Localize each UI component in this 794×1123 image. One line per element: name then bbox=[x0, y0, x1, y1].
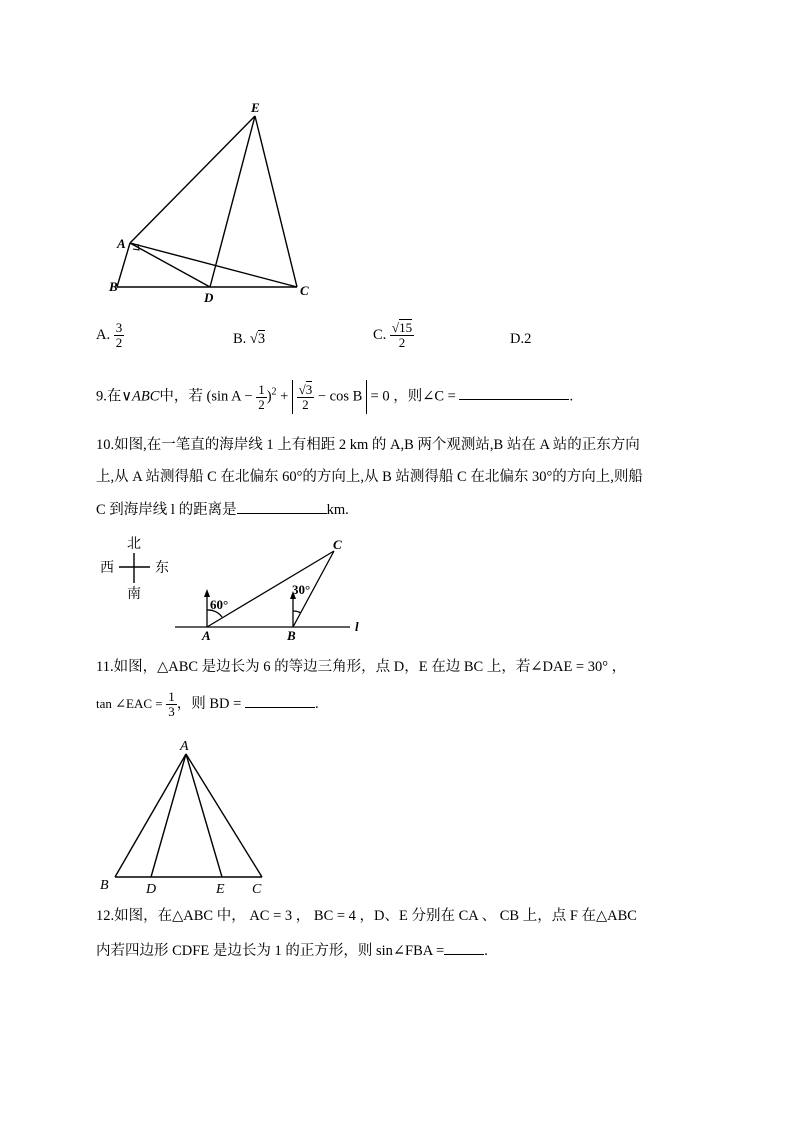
q9-equals: = 0 ，则∠C = bbox=[370, 388, 456, 405]
option-b bbox=[233, 330, 265, 348]
compass-north: 北 bbox=[127, 537, 141, 552]
q12-line-2-text: 内若四边形 CDFE 是边长为 1 的正方形，则 sin∠FBA = bbox=[96, 943, 445, 959]
label-D: D bbox=[204, 290, 214, 305]
label-A: A bbox=[202, 628, 211, 643]
q9-plus: + bbox=[280, 388, 289, 405]
denominator: 2 bbox=[398, 335, 406, 350]
label-E: E bbox=[216, 882, 225, 895]
denominator: 2 bbox=[115, 335, 123, 350]
q10-line-3 bbox=[96, 499, 349, 519]
fraction-three-halves bbox=[114, 321, 125, 350]
q12-line-2 bbox=[96, 940, 488, 960]
angle-30: 30° bbox=[292, 582, 311, 597]
radicand: 3 bbox=[305, 381, 313, 397]
option-c bbox=[373, 321, 414, 350]
q11-line-1: 11.如图，△ABC 是边长为 6 的等边三角形，点 D，E 在边 BC 上，若∠DAE = 30° ， bbox=[96, 659, 627, 675]
option-c-prefix: C. bbox=[373, 326, 387, 343]
q10-line-3-text: C 到海岸线 l 的距离是 bbox=[96, 502, 237, 518]
label-B: B bbox=[109, 279, 118, 294]
q12-answer-blank[interactable] bbox=[444, 940, 484, 955]
figure-3-equilateral-diagram bbox=[95, 735, 270, 895]
q10-line-1: 10.如图,在一笔直的海岸线 1 上有相距 2 km 的 A,B 两个观测站,B 站在 A 站的正东方向 bbox=[96, 437, 640, 453]
q10-answer-blank[interactable] bbox=[237, 499, 327, 514]
q11-tan: tan ∠EAC = bbox=[96, 695, 163, 711]
label-C: C bbox=[300, 283, 309, 298]
figure-2-coastline-diagram bbox=[95, 530, 380, 645]
option-d: D.2 bbox=[510, 331, 532, 347]
numerator: √3 bbox=[298, 381, 313, 397]
q9-sin-a: (sin A − bbox=[206, 388, 253, 405]
label-l: l bbox=[355, 619, 359, 634]
question-9 bbox=[96, 380, 573, 414]
q11-line-2 bbox=[96, 690, 319, 719]
q11-one-third bbox=[166, 690, 177, 719]
label-B: B bbox=[100, 878, 109, 893]
denominator: 2 bbox=[302, 396, 309, 412]
q12-end: . bbox=[484, 943, 488, 959]
q9-cos-b: − cos B bbox=[317, 388, 363, 405]
compass-south: 南 bbox=[127, 587, 141, 602]
label-E: E bbox=[251, 100, 260, 115]
q11-answer-blank[interactable] bbox=[245, 693, 315, 708]
option-a bbox=[96, 321, 124, 350]
q9-power: 2 bbox=[271, 386, 277, 398]
q9-prefix: 9.在 bbox=[96, 388, 122, 405]
angle-60: 60° bbox=[210, 597, 229, 612]
numerator bbox=[390, 321, 414, 336]
label-C: C bbox=[333, 537, 342, 552]
q10-unit: km. bbox=[326, 502, 349, 518]
label-A: A bbox=[180, 739, 189, 754]
label-B: B bbox=[287, 628, 296, 643]
q9-sqrt3-half bbox=[297, 383, 315, 412]
compass-west: 西 bbox=[100, 561, 114, 576]
numerator: 1 bbox=[258, 381, 265, 397]
compass-east: 东 bbox=[155, 561, 169, 576]
denominator: 3 bbox=[168, 704, 175, 719]
q9-mid: 中，若 bbox=[159, 388, 203, 405]
label-D: D bbox=[146, 882, 157, 895]
q9-abs-bar-left bbox=[292, 380, 293, 414]
q9-abs-bar-right bbox=[366, 380, 367, 414]
label-C: C bbox=[252, 882, 262, 895]
q9-end: . bbox=[569, 388, 574, 405]
q11-then: ，则 BD = bbox=[176, 695, 242, 712]
numerator: 1 bbox=[168, 689, 175, 704]
option-b-prefix: B. bbox=[233, 331, 247, 347]
fraction-sqrt15-half bbox=[390, 321, 414, 350]
q9-one-half bbox=[256, 383, 267, 412]
q9-paren: ) bbox=[266, 388, 272, 405]
q12-line-1: 12.如图，在△ABC 中， AC = 3 ， BC = 4 ，D、E 分别在 CA 、 CB 上，点 F 在△ABC bbox=[96, 908, 637, 924]
figure-1-triangle-diagram bbox=[100, 95, 330, 310]
sqrt-sign: √ bbox=[249, 331, 258, 347]
denominator: 2 bbox=[258, 396, 265, 412]
radicand: 15 bbox=[399, 320, 413, 335]
sqrt-sign: √ bbox=[391, 320, 400, 335]
q9-answer-blank[interactable] bbox=[459, 385, 569, 400]
numerator: 3 bbox=[115, 320, 123, 335]
q9-triangle: ∨ABC bbox=[121, 388, 160, 405]
q11-end: . bbox=[314, 695, 319, 712]
q10-line-2: 上,从 A 站测得船 C 在北偏东 60°的方向上,从 B 站测得船 C 在北偏东 30°的方向上,则船 bbox=[96, 469, 643, 485]
option-b-radicand: 3 bbox=[257, 331, 266, 347]
label-A: A bbox=[117, 236, 126, 251]
option-a-prefix: A. bbox=[96, 326, 111, 343]
compass bbox=[119, 553, 150, 583]
